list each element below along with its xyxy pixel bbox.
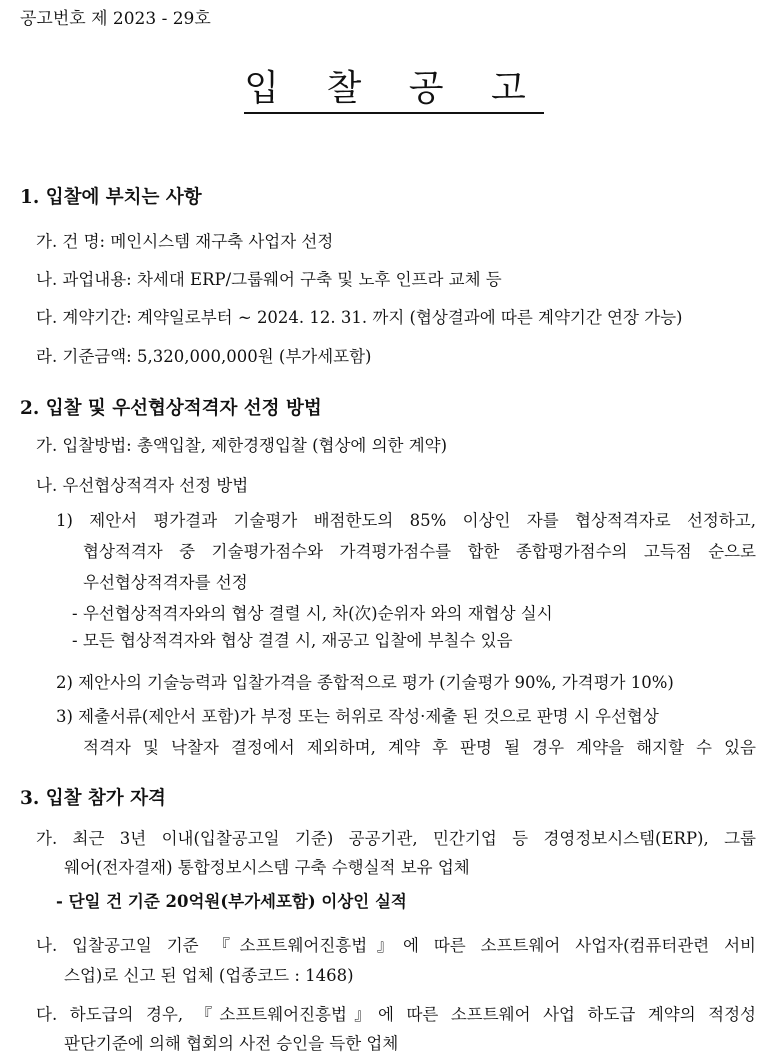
section2-sub1-line3: 우선협상적격자를 선정 [83,573,248,592]
section2-item-na: 나. 우선협상적격자 선정 방법 [36,476,249,495]
section3-da-line2: 판단기준에 의해 협회의 사전 승인을 득한 업체 [64,1034,399,1053]
section3-ga-line2: 웨어(전자결재) 통합정보시스템 구축 수행실적 보유 업체 [64,858,470,877]
section1-item: 나. 과업내용: 차세대 ERP/그룹웨어 구축 및 노후 인프라 교체 등 [36,270,502,289]
section2-sub3-line1: 3) 제출서류(제안서 포함)가 부정 또는 허위로 작성·제출 된 것으로 판명 시 우선협상 [56,707,659,726]
section2-sub1-line1: 1) 제안서 평가결과 기술평가 배점한도의 85% 이상인 자를 협상적격자로 선정하고, [56,511,756,530]
section3-ga-line1: 가. 최근 3년 이내(입찰공고일 기준) 공공기관, 민간기업 등 경영정보시스템(ERP), 그룹 [36,829,756,848]
section3-na-line2: 스업)로 신고 된 업체 (업종코드 : 1468) [64,966,354,985]
section3-da-line1: 다. 하도급의 경우, 『소프트웨어진흥법』에 따른 소프트웨어 사업 하도급 계약의 적정성 [36,1005,756,1024]
section1-heading: 1. 입찰에 부치는 사항 [20,187,202,208]
section3-na-line1: 나. 입찰공고일 기준 『소프트웨어진흥법』에 따른 소프트웨어 사업자(컴퓨터관련 서비 [36,936,756,955]
section1-item: 다. 계약기간: 계약일로부터 ~ 2024. 12. 31. 까지 (협상결과에 따른 계약기간 연장 가능) [36,308,683,327]
section2-sub2: 2) 제안사의 기술능력과 입찰가격을 종합적으로 평가 (기술평가 90%, 가격평가 10%) [56,673,674,692]
section2-item-ga: 가. 입찰방법: 총액입찰, 제한경쟁입찰 (협상에 의한 계약) [36,436,448,455]
page-title-text: 입 찰 공 고 [244,68,543,114]
section2-heading: 2. 입찰 및 우선협상적격자 선정 방법 [20,398,322,419]
section1-item: 가. 건 명: 메인시스템 재구축 사업자 선정 [36,232,334,251]
section1-item: 라. 기준금액: 5,320,000,000원 (부가세포함) [36,347,372,366]
section2-dash1: - 우선협상적격자와의 협상 결렬 시, 차(次)순위자 와의 재협상 실시 [72,604,553,623]
section2-dash2: - 모든 협상적격자와 협상 결결 시, 재공고 입찰에 부칠수 있음 [72,631,513,650]
section2-sub3-line2: 적격자 및 낙찰자 결정에서 제외하며, 계약 후 판명 될 경우 계약을 해지할 수 있음 [83,738,756,757]
section3-ga-bold: - 단일 건 기준 20억원(부가세포함) 이상인 실적 [56,892,407,911]
page-title [0,60,770,111]
section3-heading: 3. 입찰 참가 자격 [20,788,166,809]
section2-sub1-line2: 협상적격자 중 기술평가점수와 가격평가점수를 합한 종합평가점수의 고득점 순으로 [83,542,756,561]
notice-number: 공고번호 제 2023 - 29호 [20,9,211,29]
